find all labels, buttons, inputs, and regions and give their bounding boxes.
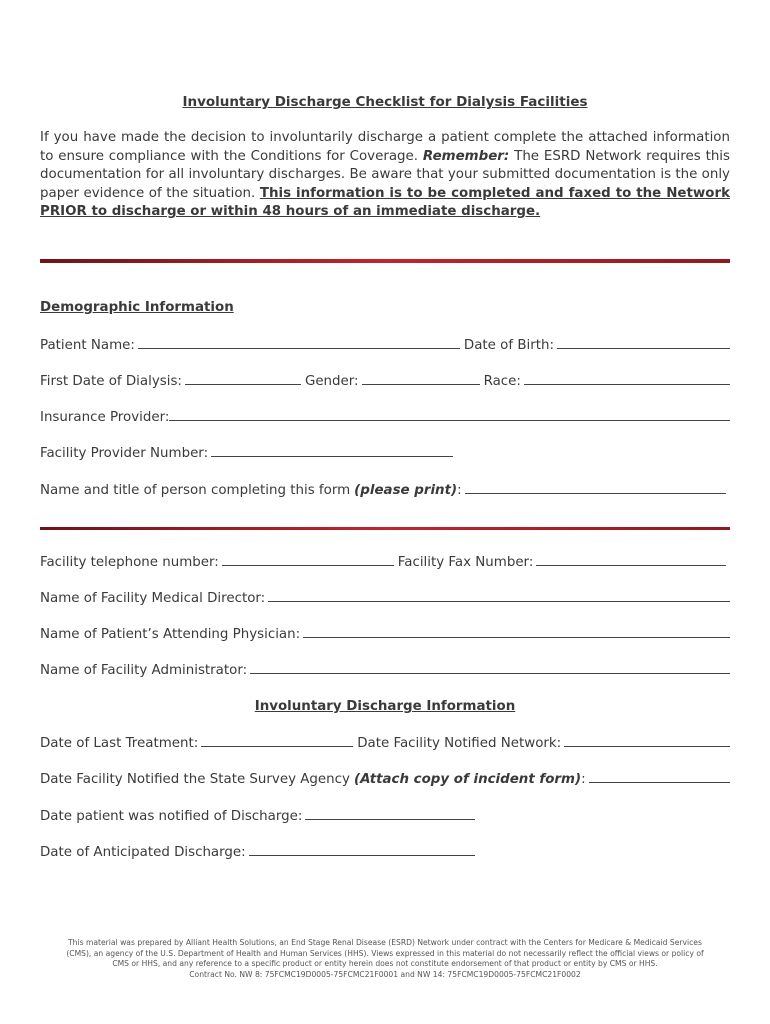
patient-name-label: Patient Name: xyxy=(40,338,135,353)
gender-field[interactable] xyxy=(362,372,480,385)
notified-network-field[interactable] xyxy=(564,734,730,747)
provider-number-row xyxy=(40,444,730,464)
administrator-label: Name of Facility Administrator: xyxy=(40,663,248,678)
intro-paragraph xyxy=(40,129,730,222)
person-completing-row xyxy=(40,481,730,501)
remember-label: Remember: xyxy=(422,148,510,164)
race-label: Race: xyxy=(483,374,521,389)
attach-copy-note: (Attach copy of incident form) xyxy=(353,772,582,787)
facility-telephone-field[interactable] xyxy=(222,553,394,566)
please-print-note: (please print) xyxy=(354,483,458,498)
patient-notified-row xyxy=(40,807,730,827)
patient-notified-label: Date patient was notified of Discharge: xyxy=(40,809,303,824)
intro-emphasis: This information is to be completed and faxed to the Network PRIOR to discharge or within 48 hours of an immediate discharge. xyxy=(40,185,730,219)
insurance-row xyxy=(40,408,730,428)
phone-fax-row xyxy=(40,553,730,573)
attending-physician-field[interactable] xyxy=(303,625,730,638)
date-of-birth-field[interactable] xyxy=(557,336,730,349)
date-of-birth-label: Date of Birth: xyxy=(463,338,554,353)
facility-provider-number-label: Facility Provider Number: xyxy=(40,446,209,461)
last-treatment-label: Date of Last Treatment: xyxy=(40,736,199,751)
facility-fax-label: Facility Fax Number: xyxy=(397,555,534,570)
insurance-provider-label: Insurance Provider: xyxy=(40,410,170,425)
page-title: Involuntary Discharge Checklist for Dialysis Facilities xyxy=(182,94,588,110)
insurance-provider-field[interactable] xyxy=(169,408,730,421)
notified-network-label: Date Facility Notified Network: xyxy=(357,736,562,751)
last-treatment-field[interactable] xyxy=(201,734,353,747)
anticipated-discharge-field[interactable] xyxy=(249,843,475,856)
administrator-field[interactable] xyxy=(250,661,730,674)
patient-name-field[interactable] xyxy=(138,336,460,349)
dialysis-row xyxy=(40,372,730,392)
administrator-row xyxy=(40,661,730,681)
facility-provider-number-field[interactable] xyxy=(211,444,453,457)
treatment-network-row xyxy=(40,734,730,754)
first-date-dialysis-label: First Date of Dialysis: xyxy=(40,374,182,389)
footer-disclaimer xyxy=(30,938,740,980)
patient-notified-field[interactable] xyxy=(305,807,475,820)
state-agency-colon: : xyxy=(581,772,586,787)
person-completing-field[interactable] xyxy=(465,481,726,494)
facility-fax-field[interactable] xyxy=(536,553,726,566)
person-completing-colon: : xyxy=(457,483,462,498)
footer-line-4: Contract No. NW 8: 75FCMC19D0005-75FCMC21F0001 and NW 14: 75FCMC19D0005-75FCMC21F0002 xyxy=(189,969,581,979)
notified-state-field[interactable] xyxy=(589,770,730,783)
footer-line-1: This material was prepared by Alliant Health Solutions, an End Stage Renal Disease (ESRD) Network under contract with the Centers for Medicare & Medicaid Services xyxy=(68,938,702,947)
intro-text-1: If you have made the decision to involuntarily discharge a patient complete the attached information to ensure compliance with the Conditions for Coverage. xyxy=(40,130,730,164)
attending-physician-label: Name of Patient’s Attending Physician: xyxy=(40,627,301,642)
facility-telephone-label: Facility telephone number: xyxy=(40,555,219,570)
discharge-heading: Involuntary Discharge Information xyxy=(254,699,516,714)
anticipated-discharge-label: Date of Anticipated Discharge: xyxy=(40,845,246,860)
notified-state-label: Date Facility Notified the State Survey Agency xyxy=(40,772,350,787)
intro-text-2: The ESRD Network requires this documentation for all involuntary discharges. Be aware that your submitted documentation is the only paper evidence of the situation. xyxy=(40,148,731,201)
demographic-heading: Demographic Information xyxy=(40,300,234,315)
person-completing-label: Name and title of person completing this form xyxy=(40,483,351,498)
medical-director-row xyxy=(40,589,730,609)
footer-line-3: CMS or HHS, and any reference to a specific product or entity herein does not constitute endorsement of that product or entity by CMS or HHS. xyxy=(112,959,658,969)
race-field[interactable] xyxy=(524,372,730,385)
patient-name-row xyxy=(40,336,730,356)
gender-label: Gender: xyxy=(304,374,359,389)
state-agency-row xyxy=(40,770,730,790)
first-date-dialysis-field[interactable] xyxy=(185,372,301,385)
anticipated-discharge-row xyxy=(40,843,730,863)
section-divider xyxy=(40,259,730,263)
attending-physician-row xyxy=(40,625,730,645)
footer-line-2: (CMS), an agency of the U.S. Department of Health and Human Services (HHS). Views expressed in this material do not necessarily reflect the official views or policy of xyxy=(66,948,704,958)
medical-director-label: Name of Facility Medical Director: xyxy=(40,591,266,606)
medical-director-field[interactable] xyxy=(268,589,730,602)
section-divider-2 xyxy=(40,527,730,530)
